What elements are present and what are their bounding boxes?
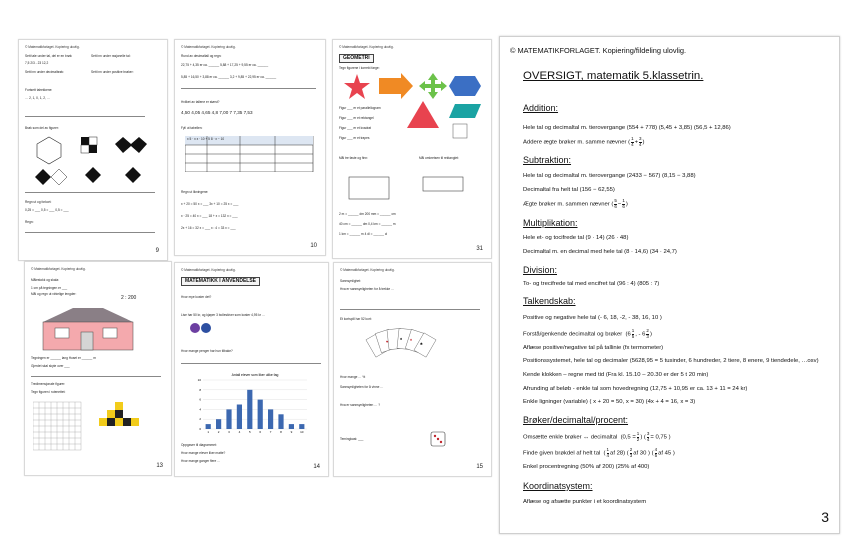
thumbnail-page-14[interactable] bbox=[174, 262, 329, 477]
copyright-notice: © MATEMATIKFORLAGET. Kopiering/fildeling ulovlig. bbox=[510, 46, 687, 55]
thumbnail-header: © Matematikforlaget. Kopiering ulovlig. bbox=[25, 45, 80, 49]
fraction: $\frac{5}{6}$ bbox=[614, 198, 617, 209]
y-tick-label: 4 bbox=[199, 407, 201, 412]
thumbnail-page-number: 14 bbox=[313, 464, 320, 470]
summary-item: Finde given brøkdel af helt tal ( $\frac{1}{4}$ af 28) ( $\frac{2}{3}$ af 30 ) ( $\frac{4}{5}$ af 45 ) bbox=[523, 447, 675, 458]
thumb-line: 22,75 + 4,35 er ca. ______ 5,88 + 17,25 + 9,55 er ca. ______ bbox=[181, 63, 269, 67]
thumb-line: Fortsett talrekkene: bbox=[25, 88, 53, 92]
summary-item: Decimaltal m. en decimal med hele tal (8 · 14,6) (34 · 24,7) bbox=[523, 249, 677, 255]
thumb-line: Sett inn under decimalbrøk: bbox=[25, 70, 64, 74]
thumb-line: Regn ut likningene: bbox=[181, 190, 209, 194]
thumb-line: Hvor mange ganger flere … bbox=[181, 459, 221, 463]
x-tick-label: 2 bbox=[217, 430, 220, 434]
chart-bar bbox=[216, 419, 221, 429]
fraction: $\frac{3}{4}$ bbox=[639, 136, 642, 147]
house-drawing-icon bbox=[35, 306, 145, 352]
chart-bar bbox=[258, 400, 263, 429]
thumb-line: Figur ___ er et kvadrat bbox=[339, 126, 372, 130]
thumb-line: Rund av desimaltall og regn: bbox=[181, 54, 222, 58]
thumbnail-page-31[interactable] bbox=[332, 39, 492, 259]
thumbnail-page-9[interactable] bbox=[18, 39, 168, 261]
thumb-line: Et kortspill har 52 kort: bbox=[340, 317, 372, 321]
thumb-line: 2 m = ______ dm 200 mm = ______ cm bbox=[339, 212, 396, 216]
thumbnail-header: © Matematikforlaget. Kopiering ulovlig. bbox=[340, 268, 395, 272]
thumbnail-header: © Matematikforlaget. Kopiering ulovlig. bbox=[181, 268, 236, 272]
thumbnail-header: © Matematikforlaget. Kopiering ulovlig. bbox=[339, 45, 394, 49]
fraction: $\frac{1}{2}$ bbox=[636, 431, 640, 442]
thumb-line: Tegn figuren i rutenettet: bbox=[31, 390, 66, 394]
summary-item: Aflæse og afsætte punkter i et koordinatsystem bbox=[523, 499, 647, 505]
section-heading-multiplication: Multiplikation: bbox=[523, 218, 578, 228]
summary-item: Positive og negative hele tal (- 6, 18, -2, - 38, 16, 10 ) bbox=[523, 315, 662, 321]
summary-item: Hele tal og decimaltal m. tierovergange (2433 − 567) (8,15 − 3,88) bbox=[523, 173, 696, 179]
thumb-line: Hva er sannsynligheten for å trekke … bbox=[340, 287, 395, 291]
thumb-line: Tegn figurene i korrekt farge: bbox=[339, 66, 380, 70]
section-heading-number-sense: Talkendskab: bbox=[523, 296, 576, 306]
summary-item: Ægte brøker m. sammen nævner ( $\frac{5}{6}$ − $\frac{1}{6}$ ) bbox=[523, 198, 628, 209]
fraction-figures-icon bbox=[33, 135, 155, 185]
thumb-line: 4,50 4,05 4,65 4,8 7,00 7 7,35 7,53 bbox=[181, 110, 253, 115]
section-heading-fractions: Brøker/decimaltal/procent: bbox=[523, 415, 629, 425]
chart-bar bbox=[289, 424, 294, 429]
thumbnail-page-10[interactable] bbox=[174, 39, 326, 256]
thumb-line: Terningkast: ___ bbox=[340, 437, 364, 441]
x-tick-label: 3 bbox=[228, 430, 230, 434]
thumb-line: Målestokk og skala: bbox=[31, 278, 59, 282]
chart-bar bbox=[268, 409, 273, 429]
thumb-line: Tegningen er ______ lang Huset er ______ m bbox=[31, 356, 96, 360]
thumb-line: Hvor mye koster det? bbox=[181, 295, 212, 299]
y-tick-label: 10 bbox=[197, 378, 201, 382]
summary-item: Hele tal og decimaltal m. tierovergange (554 + 778) (5,45 + 3,85) (56,5 + 12,86) bbox=[523, 125, 731, 131]
thumb-line: Mål tre faste og finn: bbox=[339, 156, 368, 160]
thumb-line: x · 25 = 40 x = ___ 18 + x = 132 x = ___ bbox=[181, 214, 238, 218]
thumb-line: 2x + 16 = 32 x = ___ x : 4 = 33 x = ___ bbox=[181, 226, 236, 230]
thumb-line: Mål omkretsen til rektanglet: bbox=[419, 156, 459, 160]
thumb-line: Gjerdet skal skyte over ___ bbox=[31, 364, 70, 368]
thumb-line: x + 20 = 50 x = ___ 3x + 10 = 25 x = ___ bbox=[181, 202, 239, 206]
summary-item: To- og trecifrede tal med encifret tal (96 : 4) (805 : 7) bbox=[523, 281, 660, 287]
thumb-line: Sannsynlighet: bbox=[340, 279, 361, 283]
fraction: $\frac{2}{3}$ bbox=[629, 447, 633, 458]
section-heading-division: Division: bbox=[523, 265, 558, 275]
thumb-line: Figur ___ er et trapes bbox=[339, 136, 370, 140]
chart-title: Antall elever som liker ulike fag bbox=[231, 373, 279, 377]
thumb-line: 0,25 = ___ 0,5 = ___ 0,5 = ___ bbox=[25, 208, 69, 212]
section-heading-addition: Addition: bbox=[523, 103, 559, 113]
x-tick-label: 10 bbox=[300, 430, 304, 434]
fraction: $\frac{1}{4}$ bbox=[606, 447, 610, 458]
summary-item: Kende klokken – regne med tid (Fra kl. 15.10 – 20.30 er der 5 t 20 min) bbox=[523, 372, 709, 378]
chart-bar bbox=[299, 424, 304, 429]
x-tick-label: 5 bbox=[248, 430, 251, 434]
thumb-line: Sett tale under tal, del er en brøk: bbox=[25, 54, 73, 58]
y-tick-label: 0 bbox=[199, 427, 201, 431]
thumb-line: Oppgaver til diagrammet: bbox=[181, 443, 217, 447]
summary-item: Decimaltal fra helt tal (156 − 62,55) bbox=[523, 187, 615, 193]
thumbnail-page-15[interactable] bbox=[333, 262, 492, 477]
playing-cards-icon bbox=[364, 325, 444, 369]
svg-text:♠: ♠ bbox=[400, 336, 403, 341]
svg-text:♦: ♦ bbox=[410, 337, 413, 342]
page-title: OVERSIGT, matematik 5.klassetrin. bbox=[523, 70, 704, 82]
section-heading-subtraction: Subtraktion: bbox=[523, 155, 572, 165]
thumb-line: Lise har 50 kr, og kjøper 3 bolleskiver som koster 4,95 kr … bbox=[181, 313, 265, 317]
thumb-line: Brøk som del av figurer: bbox=[25, 126, 59, 130]
summary-item: Positionssystemet, hele tal og decimaler (5628,95 = 5 tusinder, 6 hundreder, 2 tiere, 8 enere, 9 tiendedele, …osv) bbox=[523, 358, 819, 364]
thumb-line: Hva er sannsynligheten … ? bbox=[340, 403, 381, 407]
thumbnail-page-number: 10 bbox=[310, 243, 317, 249]
chart-bar bbox=[247, 390, 252, 429]
thumb-line: Hvor mange penger har hun tilbake? bbox=[181, 349, 233, 353]
thumb-line: Regn: bbox=[25, 220, 34, 224]
x-tick-label: 4 bbox=[238, 430, 241, 434]
page-number: 3 bbox=[821, 509, 829, 525]
thumb-line: x 5 · x x · 10 + 5 8 · x − 10 bbox=[187, 137, 225, 141]
thumbnail-page-13[interactable] bbox=[24, 261, 172, 476]
fraction: $\frac{4}{5}$ bbox=[654, 447, 658, 458]
svg-text:♥: ♥ bbox=[386, 339, 389, 344]
coins-icon bbox=[189, 321, 219, 335]
summary-item: Enkel procentregning (50% af 200) (25% af 400) bbox=[523, 464, 650, 470]
summary-item: Forstå/genkende decimaltal og brøker (6 $\frac{1}{5}$ , - 6 $\frac{2}{3}$ ) bbox=[523, 328, 652, 339]
summary-item: Afrunding af beløb - enkle tal som hovedregning (12,75 + 10,95 er ca. 13 + 11 = 24 kr) bbox=[523, 386, 748, 392]
colored-figures-icon bbox=[405, 100, 485, 144]
thumb-line: Sett inn under positive brøker: bbox=[91, 70, 134, 74]
thumb-line: 7,5 2/3 - 23 12,2 bbox=[25, 61, 49, 65]
section-heading-coordinate-system: Koordinatsystem: bbox=[523, 481, 593, 491]
summary-item: Addere ægte brøker m. samme nævner ( $\frac{1}{4}$ + $\frac{3}{4}$ ) bbox=[523, 136, 645, 147]
thumbnail-page-number: 9 bbox=[155, 248, 159, 254]
thumbnail-page-number: 15 bbox=[476, 464, 483, 470]
geometry-shapes-icon bbox=[343, 72, 483, 102]
thumb-line: Mål og regn ut virkelige lengder: bbox=[31, 292, 77, 296]
x-tick-label: 1 bbox=[207, 430, 210, 434]
dice-icon bbox=[430, 431, 446, 447]
bar-chart bbox=[193, 371, 311, 439]
rectangles-icon bbox=[347, 175, 477, 203]
thumb-line: Hvilket av tallene er størst? bbox=[181, 100, 220, 104]
thumbnail-header: © Matematikforlaget. Kopiering ulovlig. bbox=[181, 45, 236, 49]
x-tick-label: 7 bbox=[269, 430, 272, 434]
thumb-line: Figur ___ er et rektangel bbox=[339, 116, 374, 120]
chart-bar bbox=[226, 409, 231, 429]
thumb-line: 1 km = ______ m 4 dl = ______ cl bbox=[339, 232, 388, 236]
x-tick-label: 9 bbox=[290, 430, 293, 434]
chart-bar bbox=[278, 414, 283, 429]
fraction: $\frac{3}{4}$ bbox=[646, 431, 650, 442]
thumbnail-title: GEOMETRI bbox=[339, 54, 374, 63]
fraction: $\frac{1}{5}$ bbox=[631, 328, 635, 339]
grid-and-cubes-icon bbox=[33, 398, 163, 454]
thumb-line: 2 : 200 bbox=[121, 295, 137, 301]
summary-item: Enkle ligninger (variable) ( x + 20 = 50, x = 30) (4x + 4 = 16, x = 3) bbox=[523, 399, 696, 405]
y-tick-label: 8 bbox=[199, 387, 201, 392]
thumb-line: 40 cm = ______ dm 0,4 km = ______ m bbox=[339, 222, 396, 226]
thumb-line: Fyll ut tabellen: bbox=[181, 126, 203, 130]
fraction: $\frac{1}{6}$ bbox=[622, 198, 625, 209]
thumb-line: Tredimensjonale figurer: bbox=[31, 382, 66, 386]
fraction: $\frac{2}{3}$ bbox=[646, 328, 649, 339]
thumb-line: Regn ut og forkort: bbox=[25, 200, 52, 204]
thumbnail-title: MATEMATIKK I ANVENDELSE bbox=[181, 277, 260, 286]
summary-item: Hele et- og tocifrede tal (9 · 14) (26 · 48) bbox=[523, 235, 629, 241]
svg-text:♣: ♣ bbox=[420, 341, 423, 346]
thumb-line: … 2, 1, 0, 1, 2, … bbox=[25, 96, 50, 100]
summary-item: Omsætte enkle brøker ↔ decimaltal (0,5 = $\frac{1}{2}$ ) ( $\frac{3}{4}$ = 0,75 ) bbox=[523, 431, 671, 442]
thumbnail-page-number: 13 bbox=[156, 463, 163, 469]
thumb-line: 5,85 + 16,50 + 3,88 er ca. ______ 3,2 + 9,85 + 22,95 er ca. ______ bbox=[181, 75, 277, 79]
overview-page bbox=[499, 36, 840, 534]
thumbnail-page-number: 31 bbox=[476, 246, 483, 252]
chart-bar bbox=[237, 405, 242, 430]
y-tick-label: 2 bbox=[199, 417, 201, 422]
thumb-line: Hvor mange elever liker matte? bbox=[181, 451, 226, 455]
fraction: $\frac{1}{4}$ bbox=[631, 136, 634, 147]
thumbnail-header: © Matematikforlaget. Kopiering ulovlig. bbox=[31, 267, 86, 271]
chart-bar bbox=[206, 424, 211, 429]
thumb-line: Sett inn under rasjonelle tal: bbox=[91, 54, 131, 58]
thumb-line: Hvor mange … % bbox=[340, 375, 366, 379]
thumb-line: Sannsynligheten for å vinne … bbox=[340, 385, 384, 389]
thumb-line: Figur ___ er et parallellogram bbox=[339, 106, 381, 110]
x-tick-label: 8 bbox=[280, 430, 282, 434]
thumb-line: 1 cm på tegningen er ___ bbox=[31, 286, 68, 290]
y-tick-label: 6 bbox=[199, 397, 201, 402]
summary-item: Aflæse positive/negative tal på tallinie (fx termometer) bbox=[523, 345, 664, 351]
x-tick-label: 6 bbox=[259, 430, 262, 434]
